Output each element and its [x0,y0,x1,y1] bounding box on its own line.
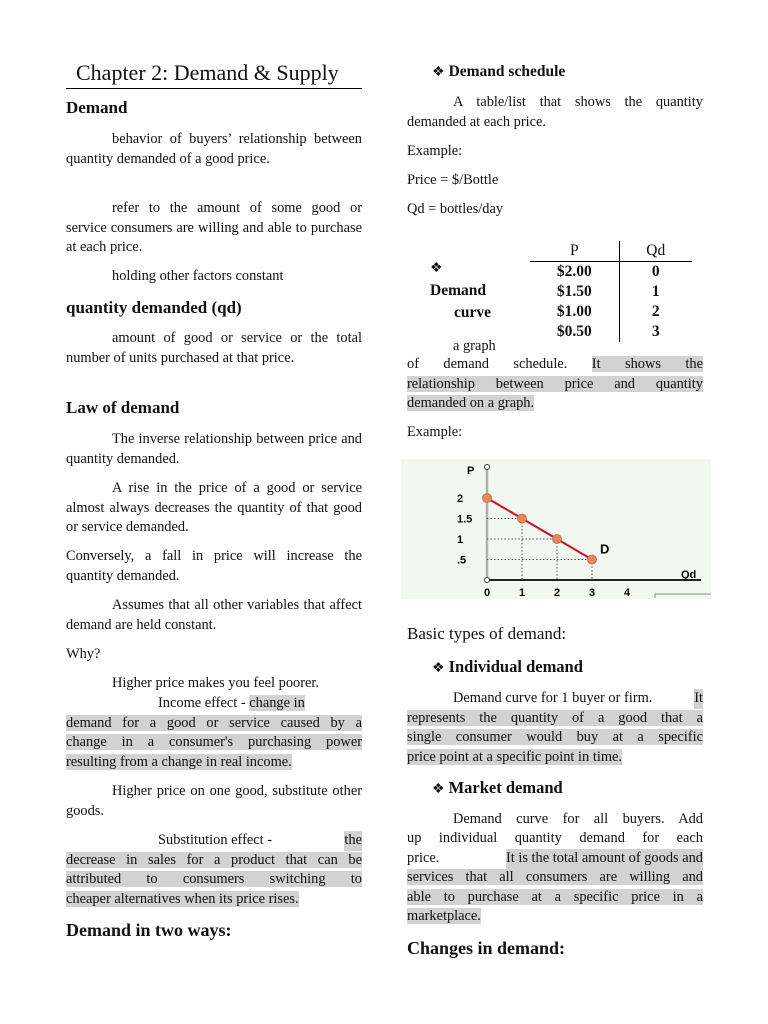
y-axis-label: P [467,465,475,477]
curve-paragraph-line-2 [407,375,703,395]
curve-highlight-1: It shows the [591,356,703,372]
schedule-paragraph: A table/list that shows the quantity demanded at each price. [407,94,703,130]
substitution-highlight-3 [66,870,362,890]
x-tick-label: 4 [623,587,631,599]
substitution-lead-text: Substitution effect - [158,832,273,848]
table-cell-price: $1.00 [530,302,619,322]
curve-word-3: a graph [453,338,496,354]
curve-highlight-3: demanded on a graph. [407,395,535,411]
law-paragraph-2: A rise in the price of a good or service almost always decreases the quantity of that good or service demanded. [66,480,362,536]
y-tick-label: 1 [457,534,464,546]
individual-heading: Individual demand [448,657,583,676]
diamond-bullet-icon: ❖ [432,782,445,797]
changes-heading: Changes in demand: [407,938,566,958]
table-cell-price: $2.00 [530,262,619,283]
demand-schedule-table [530,241,692,342]
law-heading: Law of demand [66,398,180,417]
individual-plain-text: Demand curve for 1 buyer or firm. [453,690,653,706]
table-row [530,322,692,342]
table-header-p: P [530,241,619,262]
demand-paragraph-2: refer to the amount of some good or service consumers are willing and able to purchase at each price. [66,200,362,256]
table-row [530,282,692,302]
individual-line-2 [407,709,703,729]
table-cell-price: $0.50 [530,322,619,342]
income-hl-text-3: change in a consumer's purchasing power [66,734,362,750]
x-axis-label: Qd [681,569,697,581]
market-line-4 [407,868,703,888]
y-tick-label: 2 [457,493,464,505]
x-tick-label: 3 [588,587,596,599]
substitution-highlight-2 [66,851,362,871]
table-cell-qd: 1 [651,283,660,300]
individual-highlight-1: It [694,689,703,709]
qd-paragraph: amount of good or service or the total number of units purchased at that price. [66,330,362,366]
curve-heading-word-1: Demand [430,282,486,299]
x-tick-label: 0 [483,587,491,599]
curve-paragraph-line-1 [407,355,703,375]
demand-heading: Demand [66,98,128,117]
table-cell-qd: 3 [651,323,660,340]
y-axis-tip [485,465,490,470]
market-highlight-3: able to purchase at a specific price in a [407,889,703,905]
table-cell-qd: 0 [651,263,660,280]
demand-graph-panel [401,459,711,599]
substitution-highlight-1: the [344,831,362,851]
diamond-bullet-icon: ❖ [432,65,445,80]
price-definition: Price = $/Bottle [407,172,499,188]
demand-line [487,498,592,560]
substitution-lead [158,831,362,851]
curve-highlight-2: relationship between price and quantity [407,376,703,392]
demand-paragraph-3: holding other factors constant [112,268,284,284]
title-underline [66,88,362,89]
market-heading: Market demand [448,778,563,797]
data-point [588,555,597,564]
market-line-1: Demand curve for all buyers. Add [453,811,703,827]
market-line-2: up individual quantity demand for each [407,830,703,846]
origin-point [485,578,490,583]
page-title: Chapter 2: Demand & Supply [76,60,339,85]
individual-line-1 [453,689,703,709]
income-lead-text: Income effect - [158,695,246,711]
income-highlight-3 [66,733,362,753]
subst-hl-text-4: cheaper alternatives when its price rises. [66,891,299,907]
market-line-5 [407,888,703,908]
income-hl-text-2: demand for a good or service caused by a [66,715,362,731]
example-label-2: Example: [407,424,463,440]
table-header-qd: Qd [619,241,692,262]
individual-highlight-4: price point at a specific point in time. [407,749,622,765]
schedule-heading-row [432,63,565,81]
curve-paragraph-line-3 [407,394,534,414]
income-lead [158,694,305,714]
market-highlight-1: It is the total amount of goods and [506,849,703,869]
curve-plain-text: of demand schedule. [407,356,568,372]
data-point [553,535,562,544]
demand-curve-chart [401,459,711,599]
x-tick-label: 2 [553,587,561,599]
market-line-3 [407,849,703,869]
data-point [518,514,527,523]
basic-types-heading: Basic types of demand: [407,624,567,643]
subst-hl-text-2: decrease in sales for a product that can be [66,852,362,868]
individual-highlight-2: represents the quantity of a good that a [407,710,703,726]
two-ways-heading: Demand in two ways: [66,920,232,940]
income-hl-text-4: resulting from a change in real income. [66,754,292,770]
law-paragraph-1: The inverse relationship between price and quantity demanded. [66,431,362,467]
market-plain-text: price. [407,850,440,866]
subst-hl-text-3: attributed to consumers switching to [66,871,362,887]
income-intro: Higher price makes you feel poorer. [112,675,319,691]
law-paragraph-3: Conversely, a fall in price will increase the quantity demanded. [66,548,362,584]
income-highlight-4 [66,753,292,773]
table-cell-qd: 2 [651,303,660,320]
market-highlight-2: services that all consumers are willing and [407,869,703,885]
table-header-row [530,241,692,262]
y-tick-label: 1.5 [457,513,473,526]
diamond-bullet-icon: ❖ [430,261,443,276]
individual-heading-row [432,657,583,677]
qd-definition: Qd = bottles/day [407,201,504,217]
substitution-highlight-4 [66,890,299,910]
schedule-heading: Demand schedule [448,63,566,80]
individual-line-3 [407,728,703,748]
table-row [530,262,692,283]
individual-line-4 [407,748,622,768]
table-cell-price: $1.50 [530,282,619,302]
market-highlight-4: marketplace. [407,908,481,924]
individual-highlight-3: single consumer would buy at a specific [407,729,703,745]
substitute-intro: Higher price on one good, substitute other goods. [66,783,362,819]
law-paragraph-4: Assumes that all other variables that affect demand are held constant. [66,597,362,633]
curve-label-d: D [600,541,610,557]
x-tick-label: 1 [518,587,526,599]
market-heading-row [432,778,563,798]
income-highlight-2 [66,714,362,734]
diamond-bullet-icon: ❖ [432,661,445,676]
table-row [530,302,692,322]
why-text: Why? [66,646,101,662]
data-point [483,494,492,503]
qd-heading: quantity demanded (qd) [66,298,242,317]
demand-paragraph-1: behavior of buyers’ relationship between quantity demanded of a good price. [66,131,362,167]
market-line-6 [407,907,481,927]
y-tick-label: .5 [457,554,467,567]
example-label-1: Example: [407,143,463,159]
curve-heading-word-2: curve [454,304,492,321]
income-highlight-1: change in [249,695,305,711]
